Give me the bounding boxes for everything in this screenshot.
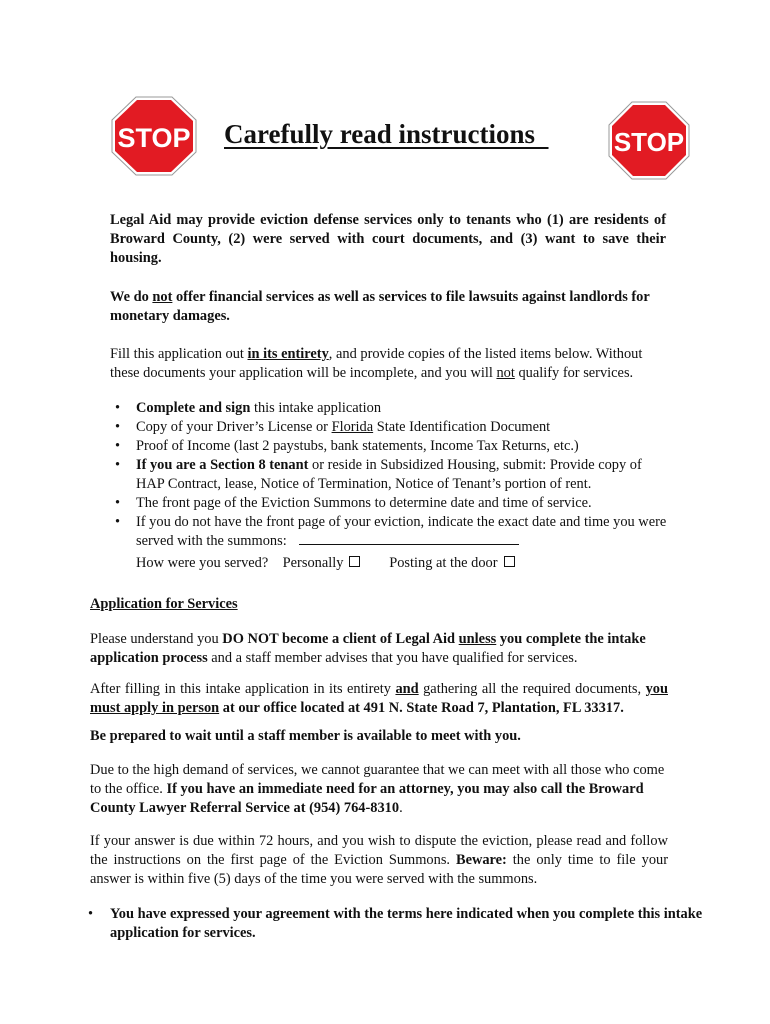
fill-instructions-paragraph: Fill this application out in its entirety, and provide copies of the listed items below. Without these documents your application will be incomplete, and you will not qualify for services. — [110, 346, 643, 381]
posting-checkbox[interactable] — [504, 556, 515, 567]
list-item: • Complete and sign this intake application — [110, 399, 670, 418]
list-item: • If you do not have the front page of your eviction, indicate the exact date and time you were served with the summons: — [110, 513, 670, 551]
stop-sign-icon — [111, 96, 197, 176]
stop-sign-label: STOP — [613, 127, 685, 157]
personally-label: Personally — [282, 555, 344, 571]
no-offer-paragraph: We do not offer financial services as well as services to file lawsuits against landlords for monetary damages. — [110, 289, 650, 324]
client-status-paragraph: Please understand you DO NOT become a client of Legal Aid unless you complete the intake application process and a staff member advises that you have qualified for services. — [90, 631, 646, 666]
list-item: • Copy of your Driver’s License or Florida State Identification Document — [110, 418, 670, 437]
served-date-time-field[interactable] — [299, 532, 519, 545]
stop-sign-label: STOP — [117, 123, 191, 153]
eligibility-paragraph: Legal Aid may provide eviction defense services only to tenants who (1) are residents of Broward County, (2) were served with court documents, and (3) want to save their housing. — [110, 212, 666, 266]
apply-in-person-paragraph: After filling in this intake application in its entirety and gathering all the required documents, you must apply in person at our office located at 491 N. State Road 7, Plantation, FL 33317. — [90, 681, 668, 716]
list-item: • The front page of the Eviction Summons to determine date and time of service. — [110, 494, 670, 513]
page-title: Carefully read instructions — [224, 119, 549, 149]
agreement-notice: • You have expressed your agreement with the terms here indicated when you complete this intake application for services. — [90, 905, 710, 943]
stop-sign-icon — [608, 101, 690, 180]
served-question-label: How were you served? — [136, 555, 269, 571]
application-heading: Application for Services — [90, 596, 238, 612]
list-item: • Proof of Income (last 2 paystubs, bank statements, Income Tax Returns, etc.) — [110, 437, 670, 456]
answer-deadline-paragraph: If your answer is due within 72 hours, and you wish to dispute the eviction, please read and follow the instructions on the first page of the Eviction Summons. Beware: the only time to file your answer is within five (5) days of the time you were served with the summons. — [90, 833, 668, 887]
list-item: • If you are a Section 8 tenant or reside in Subsidized Housing, submit: Provide copy of HAP Contract, lease, Notice of Termination, Notice of Tenant’s portion of rent. — [110, 456, 670, 494]
high-demand-paragraph: Due to the high demand of services, we cannot guarantee that we can meet with all those who come to the office. If you have an immediate need for an attorney, you may also call the Broward County Lawyer Referral Service at (954) 764-8310. — [90, 762, 665, 816]
posting-label: Posting at the door — [389, 555, 498, 571]
personally-checkbox[interactable] — [349, 556, 360, 567]
service-method-row — [136, 554, 515, 573]
wait-notice: Be prepared to wait until a staff member is available to meet with you. — [90, 728, 521, 744]
required-documents-list — [110, 399, 670, 551]
